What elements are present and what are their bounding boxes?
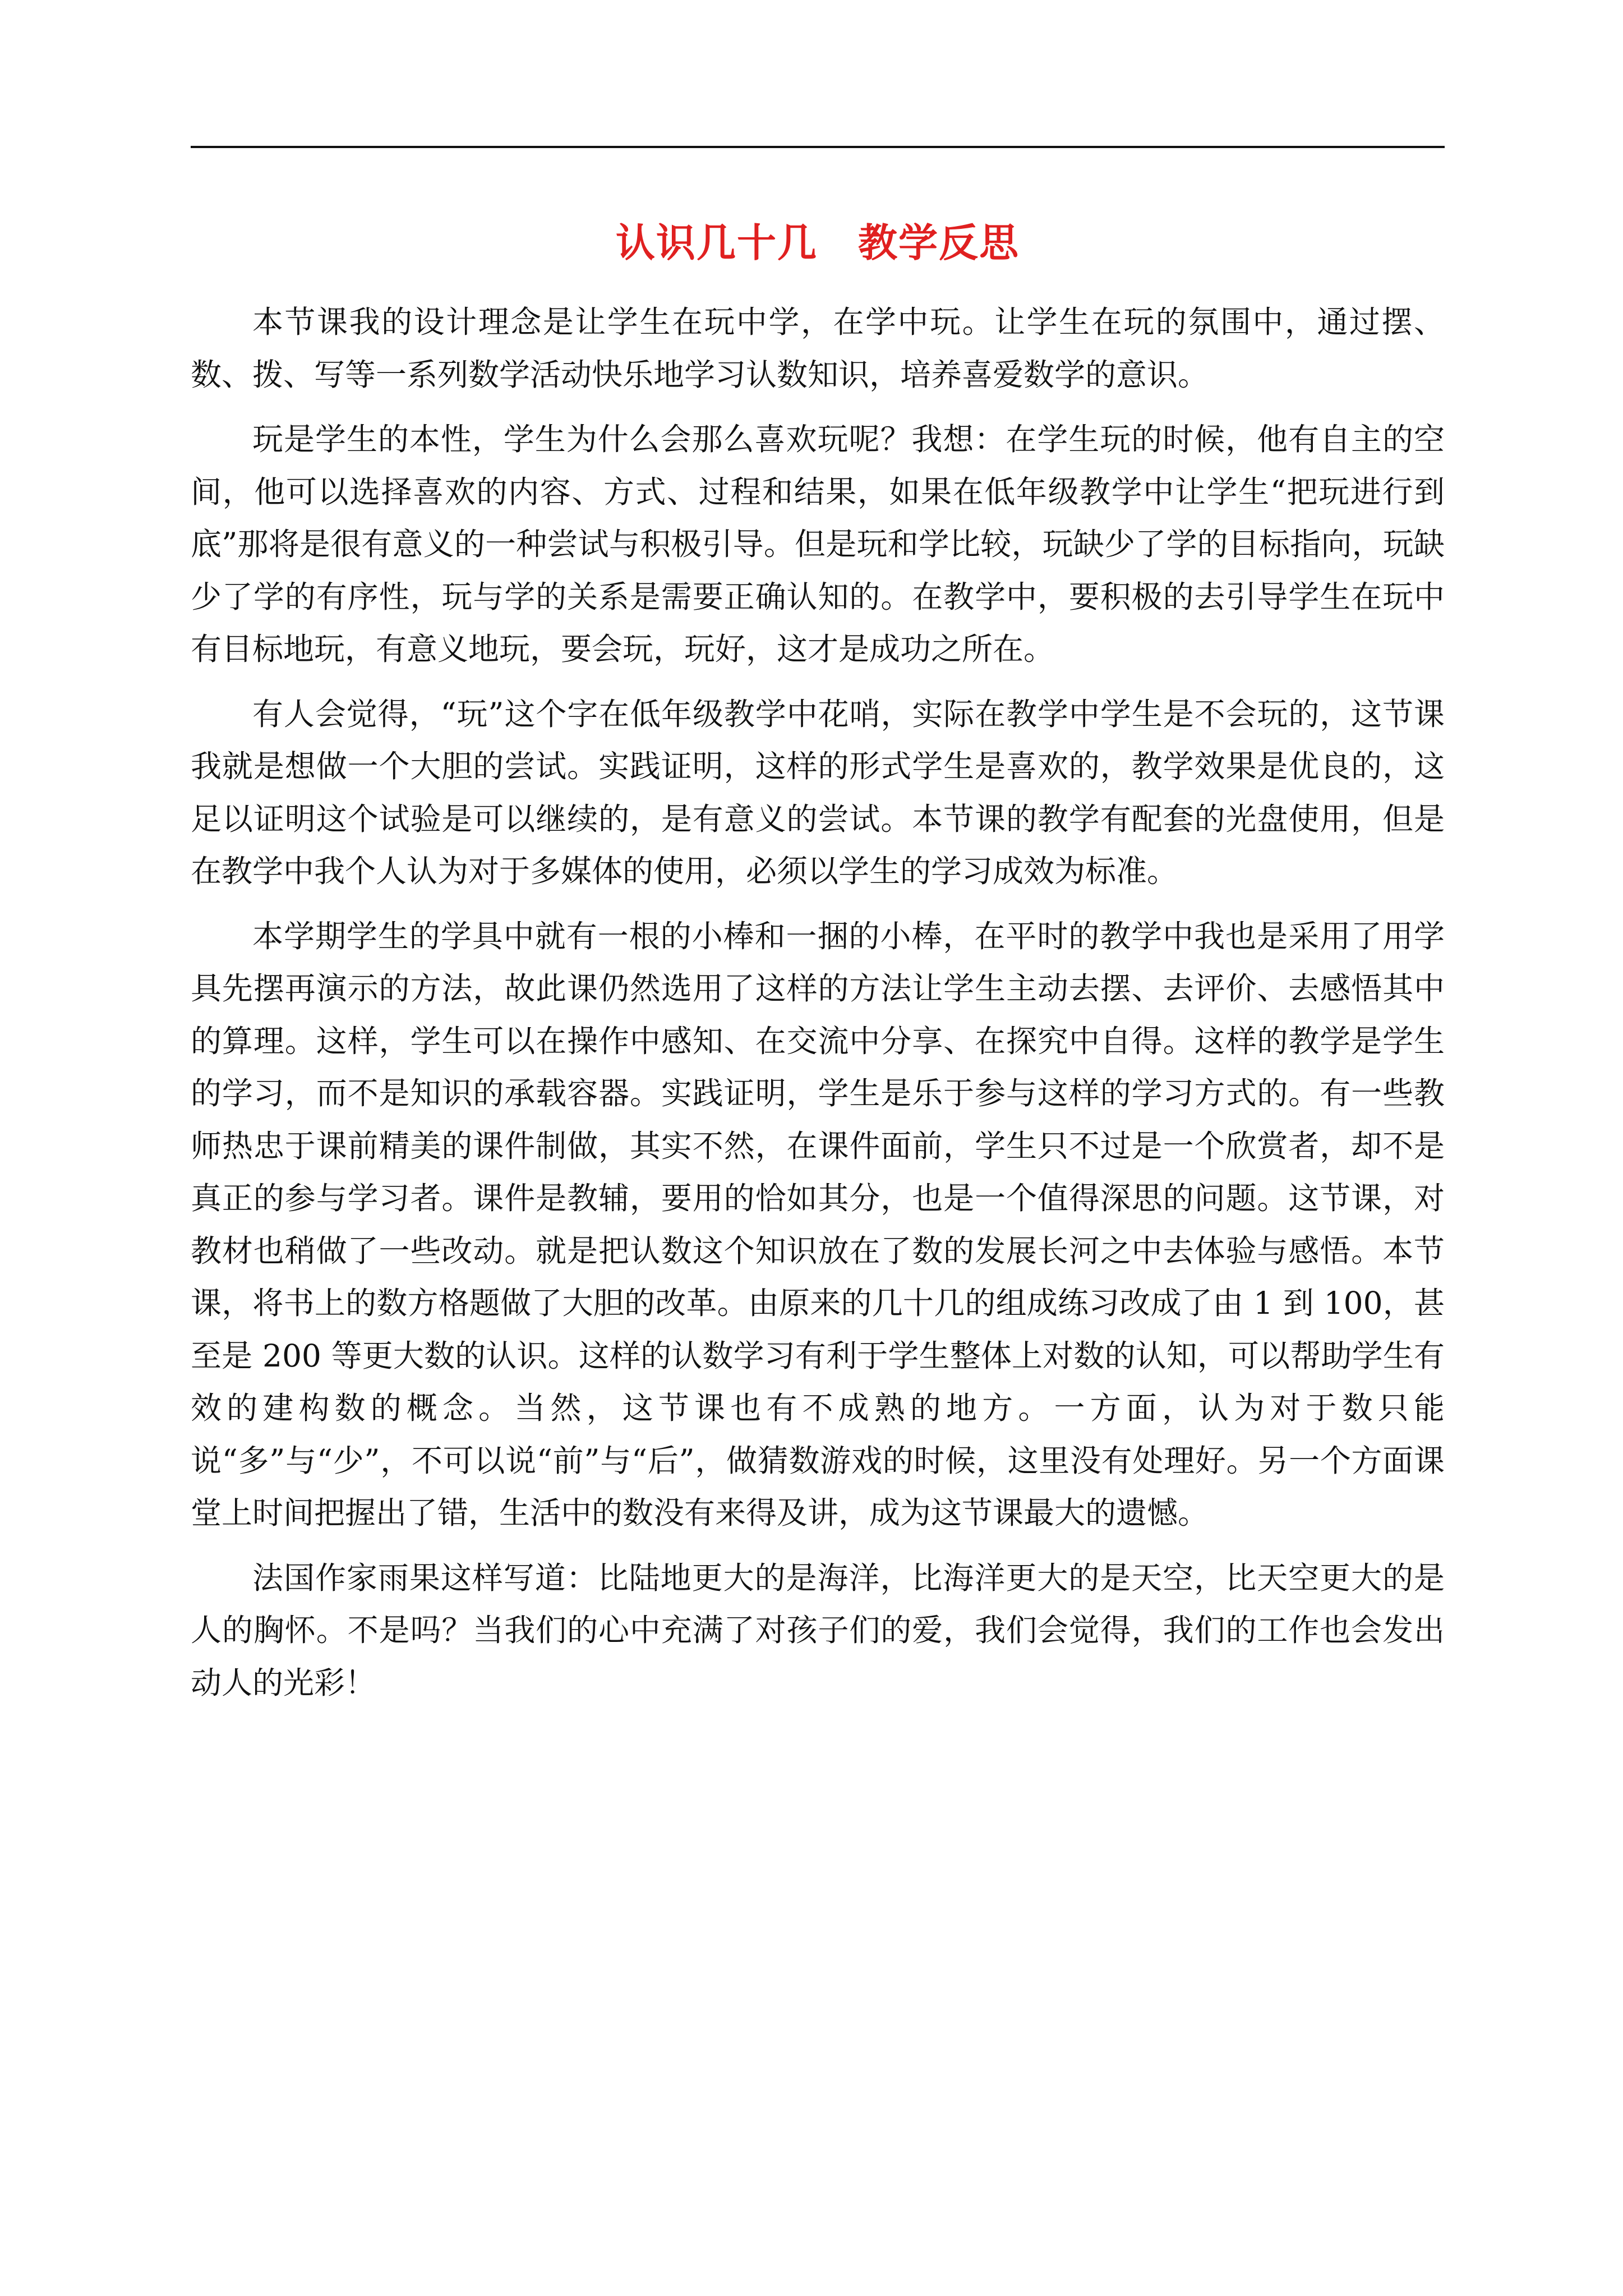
- paragraph-1: 本节课我的设计理念是让学生在玩中学，在学中玩。让学生在玩的氛围中，通过摆、数、拨、写等一系列数学活动快乐地学习认数知识，培养喜爱数学的意识。: [191, 304, 1445, 393]
- paragraph-5: 法国作家雨果这样写道：比陆地更大的是海洋，比海洋更大的是天空，比天空更大的是人的胸怀。不是吗？当我们的心中充满了对孩子们的爱，我们会觉得，我们的工作也会发出动人的光彩！: [191, 1559, 1445, 1701]
- paragraph-4: 本学期学生的学具中就有一根的小棒和一捆的小棒，在平时的教学中我也是采用了用学具先摆再演示的方法，故此课仍然选用了这样的方法让学生主动去摆、去评价、去感悟其中的算理。这样，学生可以在操作中感知、在交流中分享、在探究中自得。这样的教学是学生的学习，而不是知识的承载容器。实践证明，学生是乐于参与这样的学习方式的。有一些教师热忠于课前精美的课件制做，其实不然，在课件面前，学生只不过是一个欣赏者，却不是真正的参与学习者。课件是教辅，要用的恰如其分，也是一个值得深思的问题。这节课，对教材也稍做了一些改动。就是把认数这个知识放在了数的发展长河之中去体验与感悟。本节课，将书上的数方格题做了大胆的改革。由原来的几十几的组成练习改成了由 1 到 100，甚至是 200 等更大数的认识。这样的认数学习有利于学生整体上对数的认知，可以帮助学生有效的建构数的概念。当然，这节课也有不成熟的地方。一方面，认为对于数只能说“多”与“少”，不可以说“前”与“后”，做猜数游戏的时候，这里没有处理好。另一个方面课堂上时间把握出了错，生活中的数没有来得及讲，成为这节课最大的遗憾。: [191, 918, 1445, 1531]
- document-body: [191, 296, 1445, 1722]
- paragraph-2: 玩是学生的本性，学生为什么会那么喜欢玩呢？我想：在学生玩的时候，他有自主的空间，他可以选择喜欢的内容、方式、过程和结果，如果在低年级教学中让学生“把玩进行到底”那将是很有意义的一种尝试与积极引导。但是玩和学比较，玩缺少了学的目标指向，玩缺少了学的有序性，玩与学的关系是需要正确认知的。在教学中，要积极的去引导学生在玩中有目标地玩，有意义地玩，要会玩，玩好，这才是成功之所在。: [191, 421, 1445, 667]
- document-title: 认识几十几 教学反思: [616, 219, 1020, 266]
- header-rule: [191, 146, 1445, 148]
- paragraph-3: 有人会觉得，“玩”这个字在低年级教学中花哨，实际在教学中学生是不会玩的，这节课我就是想做一个大胆的尝试。实践证明，这样的形式学生是喜欢的，教学效果是优良的，这足以证明这个试验是可以继续的，是有意义的尝试。本节课的教学有配套的光盘使用，但是在教学中我个人认为对于多媒体的使用，必须以学生的学习成效为标准。: [191, 696, 1445, 889]
